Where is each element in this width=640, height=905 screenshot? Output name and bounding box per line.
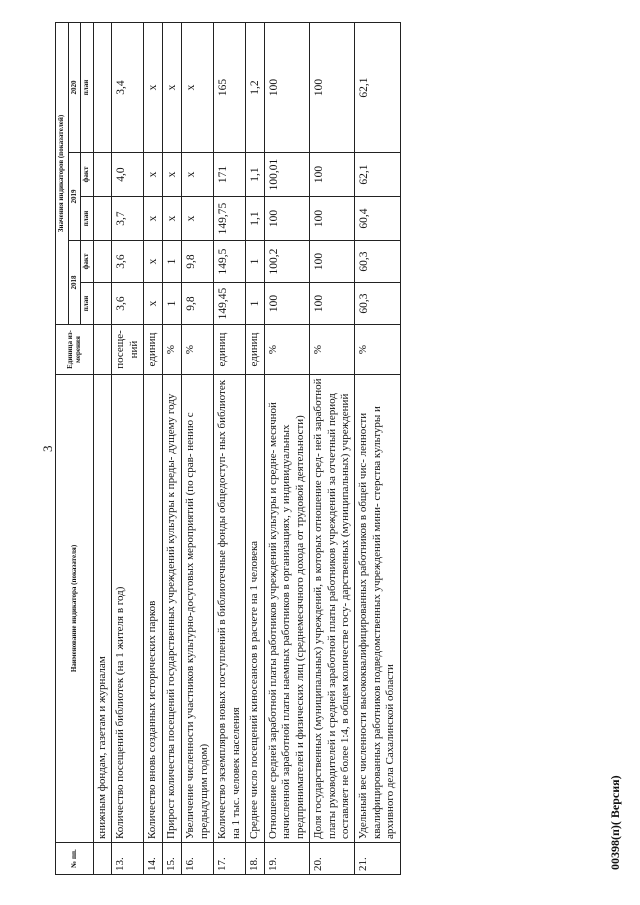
row-value: 62,1 (355, 22, 400, 152)
row-number: 19. (264, 843, 309, 875)
header-year-2020: 2020 (68, 22, 81, 152)
row-indicator-name: Количество вновь созданных исторических парков (144, 375, 163, 843)
row-indicator-name: Удельный вес численности высококвалифицированных работников в общей чис- ленности квалифицированных работников подведомственных учреждений мини- стерства культуры и архивного дела Сахалинской области (355, 375, 400, 843)
row-value: 62,1 (355, 153, 400, 197)
row-value: 100 (264, 283, 309, 325)
row-value: 9,8 (182, 283, 214, 325)
row-value: 9,8 (182, 241, 214, 283)
row-value: х (182, 22, 214, 152)
header-plan-2019: план (81, 197, 94, 241)
row-number: 16. (182, 843, 214, 875)
header-num: № пп. (56, 843, 94, 875)
row-value: 100 (264, 197, 309, 241)
row-indicator-name: Отношение средней заработной платы работников учреждений культуры и средне- месячной начисленной заработной платы наемных работников в организациях, у индивидуальных предпринимателей и физических лиц (среднемесячного дохода от трудовой деятельности) (264, 375, 309, 843)
row-number: 17. (214, 843, 246, 875)
row-value: х (182, 197, 214, 241)
row-value: 1,1 (245, 197, 264, 241)
row-value: 149,75 (214, 197, 246, 241)
row-value: 60,3 (355, 283, 400, 325)
row-number: 18. (245, 843, 264, 875)
continuation-text: книжным фондам, газетам и журналам (94, 375, 112, 843)
row-value: 100 (264, 22, 309, 152)
row-unit: единиц (214, 325, 246, 375)
indicators-table (55, 22, 401, 875)
row-number: 13. (112, 843, 144, 875)
row-value: 1,1 (245, 153, 264, 197)
row-number: 20. (310, 843, 355, 875)
row-value: 1,2 (245, 22, 264, 152)
row-value: 100 (310, 153, 355, 197)
row-value: 3,6 (112, 241, 144, 283)
row-value: 1 (163, 283, 182, 325)
row-value: х (144, 197, 163, 241)
row-indicator-name: Увеличение численности участников культурно-досуговых мероприятий (по срав- нению с предыдущим годом) (182, 375, 214, 843)
row-value: х (163, 153, 182, 197)
header-unit: Единица из- мерения (56, 325, 94, 375)
row-value: 100 (310, 197, 355, 241)
row-unit: % (310, 325, 355, 375)
row-unit: единиц (245, 325, 264, 375)
row-value: 3,7 (112, 197, 144, 241)
row-indicator-name: Доля государственных (муниципальных) учреждений, в которых отношение сред- ней заработной платы руководителей и средней заработной платы работников учреждений за отчетный период составляет не более 1:4, в общем количестве госу- дарственных (муниципальных) учреждений (310, 375, 355, 843)
row-value: 171 (214, 153, 246, 197)
row-value: 149,5 (214, 241, 246, 283)
row-value: 100 (310, 241, 355, 283)
row-value: х (144, 153, 163, 197)
header-fact-2018: факт (81, 241, 94, 283)
row-value: 3,4 (112, 22, 144, 152)
header-name: Наименование индикатора (показателя) (56, 375, 94, 843)
row-value: х (144, 241, 163, 283)
row-number: 21. (355, 843, 400, 875)
row-value: 100,2 (264, 241, 309, 283)
row-indicator-name: Количество посещений библиотек (на 1 жителя в год) (112, 375, 144, 843)
table-row (163, 22, 182, 874)
row-value: 100 (310, 22, 355, 152)
row-value: 60,3 (355, 241, 400, 283)
header-year-2018: 2018 (68, 241, 81, 325)
table-row (182, 22, 214, 874)
row-value: х (144, 22, 163, 152)
header-values: Значения индикаторов (показателей) (56, 22, 69, 324)
row-value: 149,45 (214, 283, 246, 325)
row-value: 100,01 (264, 153, 309, 197)
row-indicator-name: Количество экземпляров новых поступлений в библиотечные фонды общедоступ- ных библиотек на 1 тыс. человек населения (214, 375, 246, 843)
table-row (94, 22, 112, 874)
page-number: 3 (40, 445, 55, 452)
row-value: 100 (310, 283, 355, 325)
row-unit: единиц (144, 325, 163, 375)
row-value: 165 (214, 22, 246, 152)
table-row (214, 22, 246, 874)
table-row (245, 22, 264, 874)
header-plan-2018: план (81, 283, 94, 325)
row-value: х (163, 22, 182, 152)
row-indicator-name: Прирост количества посещений государственных учреждений культуры к преды- дущему году (163, 375, 182, 843)
row-value: 1 (245, 283, 264, 325)
row-value: х (182, 153, 214, 197)
header-year-2019: 2019 (68, 153, 81, 241)
table-row (144, 22, 163, 874)
row-unit: посеще- ний (112, 325, 144, 375)
row-unit: % (163, 325, 182, 375)
row-number: 14. (144, 843, 163, 875)
table-row (264, 22, 309, 874)
row-value: х (144, 283, 163, 325)
row-indicator-name: Среднее число посещений киносеансов в расчете на 1 человека (245, 375, 264, 843)
header-fact-2019: факт (81, 153, 94, 197)
row-value: 60,4 (355, 197, 400, 241)
row-value: 4,0 (112, 153, 144, 197)
row-value: 1 (245, 241, 264, 283)
table-row (112, 22, 144, 874)
table-row (355, 22, 400, 874)
footer-code: 00398(п)( Версия) (608, 775, 622, 870)
table-row (310, 22, 355, 874)
row-unit: % (355, 325, 400, 375)
row-value: 3,6 (112, 283, 144, 325)
row-value: х (163, 197, 182, 241)
header-plan-2020: план (81, 22, 94, 152)
row-unit: % (182, 325, 214, 375)
row-number: 15. (163, 843, 182, 875)
row-unit: % (264, 325, 309, 375)
row-value: 1 (163, 241, 182, 283)
rows-body (112, 22, 400, 874)
